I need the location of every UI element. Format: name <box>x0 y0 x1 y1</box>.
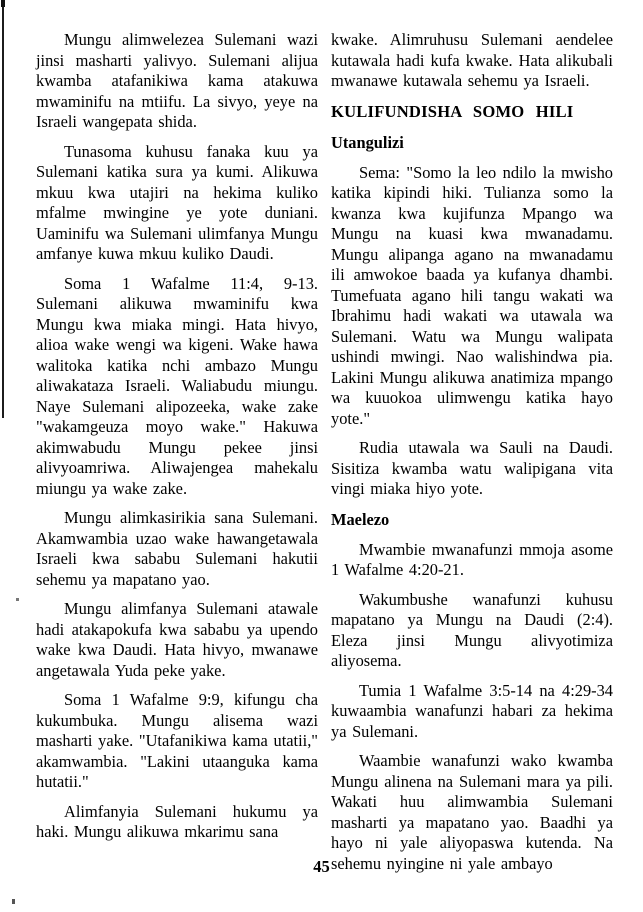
paragraph: Mungu alimwelezea Sulemani wazi jinsi masharti yalivyo. Sulemani alijua kwamba atafanikiwa kama atakuwa mwaminifu na mtiifu. La sivyo, yeye na Israeli wangepata shida. <box>36 30 318 131</box>
paragraph: Tumia 1 Wafalme 3:5-14 na 4:29-34 kuwaambia wanafunzi habari za hekima ya Sulemani. <box>331 680 613 741</box>
paragraph: Rudia utawala wa Sauli na Daudi. Sisitiza kwamba watu walipigana vita vingi miaka hiyo yote. <box>331 438 613 498</box>
paragraph: Waambie wanafunzi wako kwamba Mungu alinena na Sulemani mara ya pili. Wakati huu alimwambia Sulemani masharti ya mapatano yao. Baadhi ya hayo ni yale aliyopaswa kutenda. Na sehemu nyingine ni yale ambayo <box>331 751 613 873</box>
paragraph: Mungu alimkasirikia sana Sulemani. Akamwambia uzao wake hawangetawala Israeli kwa sababu Sulemani hakutii sehemu ya mapatano yao. <box>36 508 318 589</box>
page-number: 45 <box>313 857 330 876</box>
scan-edge-blob <box>1 0 5 7</box>
paragraph: Mwambie mwanafunzi mmoja asome 1 Wafalme 4:20-21. <box>331 539 613 579</box>
paragraph: Wakumbushe wanafunzi kuhusu mapatano ya Mungu na Daudi (2:4). Eleza jinsi Mungu alivyotimiza aliyosema. <box>331 589 613 670</box>
paragraph: Sema: "Somo la leo ndilo la mwisho katika kipindi hiki. Tulianza somo la kwanza kwa kujifunza Mpango wa Mungu na kuasi kwa mwanadamu. Mungu alipanga agano na mwanadamu ili amwokoe baada ya kufanya dhambi. Tumefuata agano hili tangu wakati wa Ibrahimu hadi wakati wa utawala wa Sulemani. Watu wa Mungu walipata ushindi mwingi. Nao walishindwa pia. Lakini Mungu alikuwa anatimiza mpango wa kuuokoa ulimwengu katika hayo yote." <box>331 162 613 428</box>
paragraph: Alimfanyia Sulemani hukumu ya haki. Mungu alikuwa mkarimu sana <box>36 801 318 841</box>
scan-speck <box>12 899 15 904</box>
subsection-heading-utangulizi: Utangulizi <box>331 132 404 152</box>
paragraph: Soma 1 Wafalme 11:4, 9-13. Sulemani alikuwa mwaminifu kwa Mungu kwa miaka mingi. Hata hivyo, alioa wake wengi wa kigeni. Wake hawa walitoka katika nchi ambazo Mungu aliwakataza Israeli. Waliabudu miungu. Naye Sulemani alipozeeka, wake zake "wakamgeuza moyo wake." Hakuwa akimwabudu Mungu pekee jinsi alivyoamriwa. Aliwajengea mahekalu miungu ya wake zake. <box>36 273 318 498</box>
left-column <box>36 30 318 883</box>
paragraph: Tunasoma kuhusu fanaka kuu ya Sulemani katika sura ya kumi. Alikuwa mkuu kwa utajiri na hekima kuliko mfalme mwingine ye yote duniani. Uaminifu wa Sulemani ulimfanya Mungu amfanye kuwa mkuu kuliko Daudi. <box>36 141 318 263</box>
paragraph-continuation: kwake. Alimruhusu Sulemani aendelee kutawala hadi kufa kwake. Hata alikubali mwanawe kutawala sehemu ya Israeli. <box>331 30 613 90</box>
right-column <box>331 30 613 883</box>
scan-speck <box>16 598 19 601</box>
subsection-heading-maelezo: Maelezo <box>331 509 390 529</box>
paragraph: Soma 1 Wafalme 9:9, kifungu cha kukumbuka. Mungu alisema wazi masharti yake. "Utafanikiwa kama utatii," akamwambia. "Lakini utaanguka kama hutatii." <box>36 690 318 791</box>
paragraph: Mungu alimfanya Sulemani atawale hadi atakapokufa kwa sababu ya upendo wake kwa Daudi. Hata hivyo, mwanawe angetawala Yuda peke yake. <box>36 599 318 680</box>
section-heading: KULIFUNDISHA SOMO HILI <box>331 101 574 121</box>
scan-edge-artifact <box>2 0 4 418</box>
